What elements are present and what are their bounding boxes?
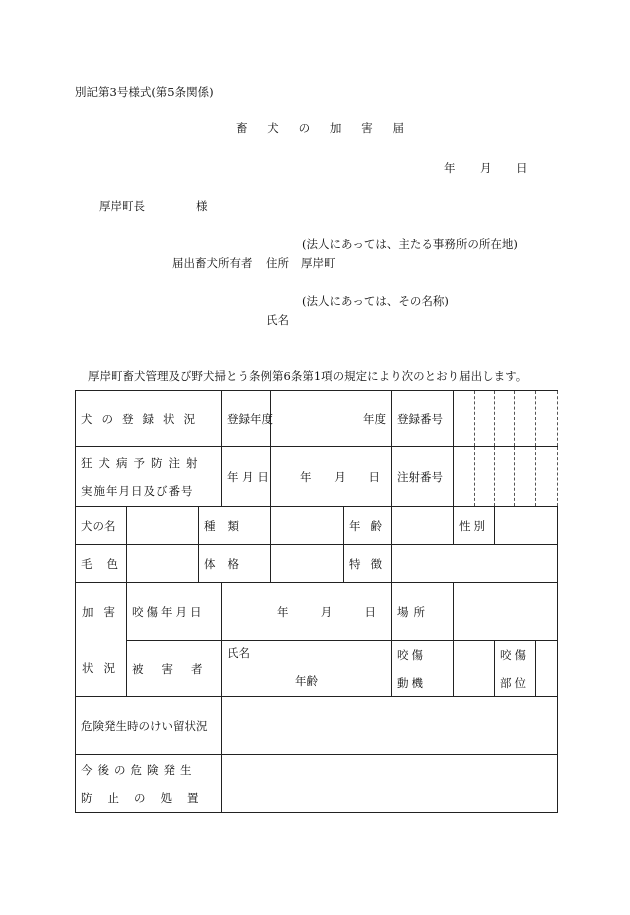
bite-date-label: 咬傷年月日 [127, 583, 222, 641]
victim-field-lines [227, 641, 386, 693]
reg-no-digit[interactable] [515, 391, 536, 447]
honorific: 様 [196, 199, 208, 213]
harm-label-line2: 状況 [82, 660, 125, 675]
report-table [75, 390, 558, 813]
name-label: 氏名 [266, 313, 289, 327]
victim-label: 被害者 [127, 641, 222, 697]
reg-year-label: 登録年度 [222, 391, 271, 447]
feature-label: 特徴 [344, 545, 392, 583]
address-value: 厚岸町 [301, 256, 336, 270]
reg-no-digit[interactable] [475, 391, 495, 447]
bite-year-unit: 年 [277, 604, 289, 619]
prevention-line1: 今後の危険発生 [81, 762, 197, 777]
rabies-date-units [276, 469, 386, 485]
harm-label-line1: 加害 [82, 604, 125, 619]
prevention-line2: 防止の処置 [81, 790, 214, 805]
feature-field[interactable] [392, 545, 558, 583]
reg-status-value: 犬の登録状況 [81, 411, 204, 426]
build-field[interactable] [271, 545, 344, 583]
title-char: 加 [329, 121, 342, 135]
bite-part-field[interactable] [536, 641, 558, 697]
bite-part-line1: 咬傷 [500, 647, 530, 662]
breed-label: 種類 [199, 507, 271, 545]
title-char: 届 [392, 121, 404, 135]
prevention-label-lines [81, 758, 216, 810]
age-field[interactable] [392, 507, 454, 545]
bite-motive-lines [397, 643, 448, 695]
bite-part-lines [500, 643, 530, 695]
sex-field[interactable] [495, 507, 558, 545]
detention-row [76, 697, 558, 755]
rabies-label-line2: 実施年月日及び番号 [81, 483, 194, 498]
addressee: 厚岸町長 [99, 199, 145, 213]
harm-label-lines [76, 584, 126, 696]
dog-appearance-row [76, 545, 558, 583]
victim-name-label: 氏名 [227, 646, 251, 660]
rabies-label-lines [81, 451, 216, 503]
bite-date-units [227, 604, 386, 620]
registration-row [76, 391, 558, 447]
place-label: 場所 [392, 583, 454, 641]
date-month-label: 月 [480, 161, 492, 175]
reg-no-digit[interactable] [454, 391, 475, 447]
inj-no-digit[interactable] [515, 447, 536, 507]
rabies-month-unit: 月 [334, 469, 346, 484]
rabies-ymd-label: 年 月 日 [222, 447, 271, 507]
date-year-label: 年 [444, 161, 456, 175]
dog-name-label: 犬の名 [76, 507, 127, 545]
prevention-label [76, 755, 222, 813]
inj-no-digit[interactable] [536, 447, 558, 507]
rabies-day-unit: 日 [368, 469, 381, 484]
reg-status-label [76, 391, 222, 447]
sex-label: 性別 [454, 507, 495, 545]
reg-no-label: 登録番号 [392, 391, 454, 447]
bite-part-label [495, 641, 536, 697]
bite-motive-label [392, 641, 454, 697]
date-day-label: 日 [516, 161, 528, 175]
inj-no-digit[interactable] [454, 447, 475, 507]
bite-motive-line2: 動機 [397, 675, 427, 690]
form-title [236, 120, 404, 136]
address-note: (法人にあっては、主たる事務所の所在地) [302, 237, 518, 251]
intro-text: 厚岸町畜犬管理及び野犬掃とう条例第6条第1項の規定により次のとおり届出します。 [88, 369, 528, 383]
reg-year-field[interactable]: 年度 [271, 391, 392, 447]
reg-no-digit[interactable] [536, 391, 558, 447]
build-label: 体格 [199, 545, 271, 583]
rabies-year-unit: 年 [300, 469, 312, 484]
bite-part-line2: 部位 [500, 675, 530, 690]
owner-label: 届出畜犬所有者 [172, 256, 253, 270]
bite-date-row [76, 583, 558, 641]
inj-no-label: 注射番号 [392, 447, 454, 507]
rabies-label [76, 447, 222, 507]
victim-field[interactable] [222, 641, 392, 697]
victim-row [76, 641, 558, 697]
coat-label: 毛色 [76, 545, 127, 583]
bite-motive-field[interactable] [454, 641, 495, 697]
name-note: (法人にあっては、その名称) [302, 294, 449, 308]
address-label: 住所 [266, 256, 289, 270]
rabies-row [76, 447, 558, 507]
detention-field[interactable] [222, 697, 558, 755]
breed-field[interactable] [271, 507, 344, 545]
harm-label [76, 583, 127, 697]
bite-month-unit: 月 [320, 604, 333, 619]
reg-no-digit[interactable] [495, 391, 515, 447]
victim-age-label: 年齢 [295, 674, 319, 688]
rabies-label-line1: 狂犬病予防注射 [81, 455, 204, 470]
place-field[interactable] [454, 583, 558, 641]
bite-motive-line1: 咬傷 [397, 647, 427, 662]
reg-status-text [81, 411, 216, 427]
title-char: の [298, 121, 311, 135]
dog-info-row [76, 507, 558, 545]
inj-no-digit[interactable] [475, 447, 495, 507]
form-number: 別記第3号様式(第5条関係) [75, 85, 214, 99]
bite-day-unit: 日 [364, 604, 377, 619]
coat-field[interactable] [127, 545, 199, 583]
prevention-row [76, 755, 558, 813]
rabies-date-field[interactable] [271, 447, 392, 507]
title-char: 犬 [267, 121, 279, 135]
dog-name-field[interactable] [127, 507, 199, 545]
age-label: 年齢 [344, 507, 392, 545]
detention-label: 危険発生時のけい留状況 [76, 697, 222, 755]
title-char: 害 [361, 121, 373, 135]
prevention-field[interactable] [222, 755, 558, 813]
title-char: 畜 [236, 121, 248, 135]
bite-date-field[interactable] [222, 583, 392, 641]
inj-no-digit[interactable] [495, 447, 515, 507]
